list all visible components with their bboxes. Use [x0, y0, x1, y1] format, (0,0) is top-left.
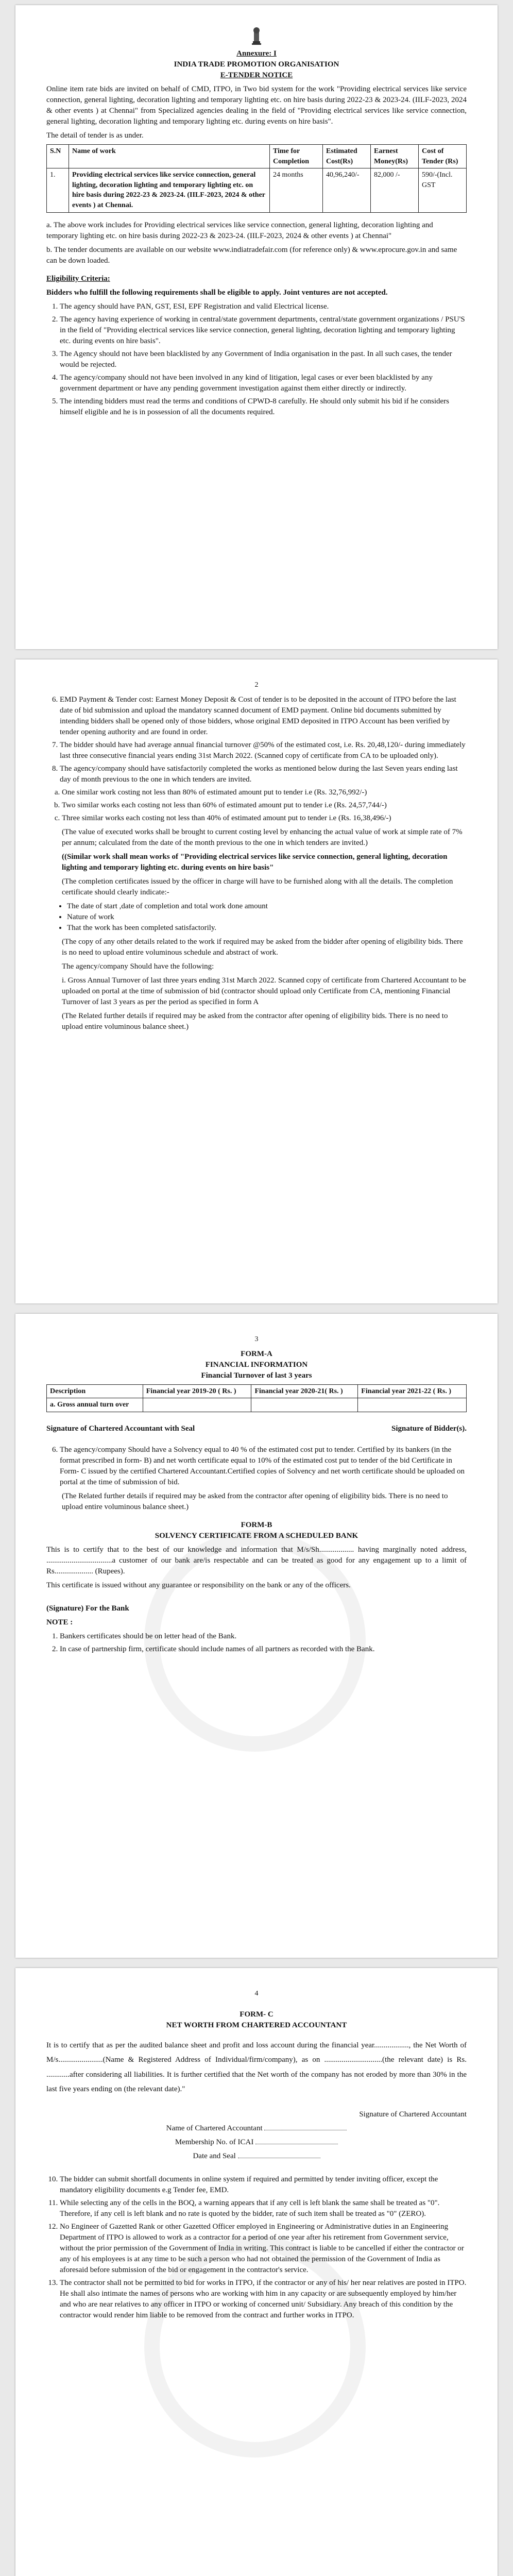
list-item: 5. The intending bidders must read the terms and conditions of CPWD-8 carefully. He should only submit his bid if he considers himself eligible and he is in possession of all the documents required.	[60, 396, 467, 418]
list-item: a. One similar work costing not less than 80% of estimated amount put to tender i.e (Rs. 32,76,992/-)	[62, 787, 467, 798]
list-item: 3. The Agency should not have been blacklisted by any Government of India organisation in the past. In all such cases, the tender would be rejected.	[60, 349, 467, 370]
list-item: b. Two similar works each costing not less than 60% of estimated amount put to tender i.e (Rs. 24,57,744/-)	[62, 800, 467, 811]
form-b-text2: This certificate is issued without any guarantee or responsibility on the bank or any of the officers.	[46, 1581, 351, 1589]
copy-note: (The copy of any other details related to the work if required may be asked from the bidder after opening of eligibility bids. There is no need to upload entire voluminous schedule and abstract of work.	[62, 937, 463, 957]
document-page-3	[15, 1314, 498, 1958]
col-emd: Earnest Money(Rs)	[371, 145, 419, 168]
table-row	[47, 168, 467, 212]
list-item: • That the work has been completed satisfactorily.	[67, 923, 467, 934]
ca-name-field	[46, 2123, 467, 2134]
form-a-title: FORM-A	[241, 1349, 272, 1358]
list-item: 1. Bankers certificates should be on letter head of the Bank.	[60, 1631, 467, 1642]
cell-turnover: a. Gross annual turn over	[47, 1398, 143, 1412]
col-name: Name of work	[69, 145, 270, 168]
cell-sn: 1.	[47, 168, 69, 212]
form-b-title: FORM-B	[241, 1520, 272, 1529]
item-5a: i. Gross Annual Turnover of last three years ending 31st March 2022. Scanned copy of certificate from Chartered Accountant to be uploaded on portal at the time of submission of bid (contractor should upload only Certificate from CA, mentioning Financial Turnover of last 3 years as per the period as specified in form A	[62, 976, 466, 1006]
detail-line: The detail of tender is as under.	[46, 131, 144, 140]
page-number: 4	[254, 1990, 259, 1997]
tender-detail-table	[46, 144, 467, 213]
eligibility-title: Eligibility Criteria:	[46, 274, 110, 283]
item-5b: (The Related further details if required may be asked from the contractor after opening of eligibility bids. There is no need to upload entire voluminous balance sheet.)	[62, 1011, 448, 1031]
bidder-signature-label: Signature of Bidder(s).	[391, 1424, 467, 1433]
page-number: 3	[254, 1335, 259, 1343]
form-a-sub2: Financial Turnover of last 3 years	[201, 1371, 312, 1380]
cell-empty	[251, 1398, 358, 1412]
similar-note: ((Similar work shall mean works of "Providing electrical services like service connection, general lighting, decoration lighting and temporary lighting etc. during events on hire basis"	[62, 852, 448, 872]
note-a: a. The above work includes for Providing electrical services like service connection, general lighting, decoration lighting and temporary lighting etc. on hire basis during 2022-23 & 2023-24. (IILF-2023, 2024 & other events ) at Chennai"	[46, 221, 433, 240]
list-item: 8. The agency/company should have satisfactorily completed the works as mentioned below during the last Seven years ending last day of month previous to the one in which tenders are invited.	[60, 764, 467, 785]
list-item: 7. The bidder should have had average annual financial turnover @50% of the estimated cost, i.e. Rs. 20,48,120/- during immediately last three consecutive financial years ending 31st March 2022. (Scanned copy of certificate from CA to be uploaded only).	[60, 740, 467, 761]
item-5: The agency/company Should have the following:	[62, 962, 214, 971]
form-c-paragraph: It is to certify that as per the audited balance sheet and profit and loss account during the financial year.................., the Net Worth of M/s.......................(Name & Registered Address of Individual/firm/company), as on ..............................(the relevant date) is Rs. ............after considering all liabilities. It is further certified that the Net worth of the company has not eroded by more than 30% in the last five years ending on (the relevant date)."	[46, 2041, 467, 2094]
col-sn: S.N	[47, 145, 69, 168]
col-cost: Estimated Cost(Rs)	[323, 145, 371, 168]
field-label: Membership No. of ICAI	[175, 2138, 254, 2146]
item-6b: (The Related further details if required may be asked from the contractor after opening of eligibility bids. There is no need to upload entire voluminous balance sheet.)	[62, 1492, 448, 1511]
col-tender-cost: Cost of Tender (Rs)	[419, 145, 467, 168]
list-item: 11. While selecting any of the cells in the BOQ, a warning appears that if any cell is left blank the same shall be treated as "0". Therefore, if any cell is left blank and no rate is quoted by the bidder, rate of such item shall be treated as "0" (ZERO).	[60, 2198, 467, 2219]
list-item: 2. In case of partnership firm, certificate should include names of all partners as recorded with the Bank.	[60, 1644, 467, 1655]
organisation-title: INDIA TRADE PROMOTION ORGANISATION	[174, 60, 339, 69]
list-item: 6. The agency/company Should have a Solvency equal to 40 % of the estimated cost put to tender. Certified by its bankers (in the format prescribed in form- B) and net worth certificate equal to 10% of the estimated cost put to tender of the bid Certificate in Form- C issued by the certified Chartered Accountant.Certified copies of Solvency and net worth certificate should be uploaded on portal at the time of submission of bid.	[60, 1445, 467, 1488]
list-item: 10. The bidder can submit shortfall documents in online system if required and permitted by tender inviting officer, except the mandatory eligibility documents e.g Tender fee, EMD.	[60, 2174, 467, 2196]
cell-tender-cost: 590/-(Incl. GST	[419, 168, 467, 212]
document-page-2	[15, 659, 498, 1303]
col-fy3: Financial year 2021-22 ( Rs. )	[358, 1384, 467, 1398]
page-number: 2	[254, 681, 259, 689]
ca-membership-field	[46, 2137, 467, 2148]
field-label: Date and Seal	[193, 2151, 236, 2160]
list-item: 6. EMD Payment & Tender cost: Earnest Money Deposit & Cost of tender is to be deposited in the account of ITPO before the last date of bid submission and upload the mandatory scanned document of EMD payment. Online bid documents submitted by intending bidders shall be opened only of those bidders, whose original EMD deposited in ITPO Account has been verified by tender opening authority and are found in order.	[60, 694, 467, 738]
certificate-note: (The completion certificates issued by the officer in charge will have to be furnished along with all the details. The completion certificate should clearly indicate:-	[62, 877, 453, 896]
col-time: Time for Completion	[270, 145, 323, 168]
financial-table	[46, 1384, 467, 1412]
cell-name: Providing electrical services like service connection, general lighting, decoration lighting and temporary lighting etc. on hire basis during 2022-23 & 2023-24. (IILF-2023, 2024 & other events ) at Chennai.	[69, 168, 270, 212]
national-emblem-icon	[251, 26, 262, 46]
note-b: b. The tender documents are available on our website www.indiatradefair.com (for reference only) & www.eprocure.gov.in and same can be down loaded.	[46, 245, 457, 265]
cell-cost: 40,96,240/-	[323, 168, 371, 212]
col-fy2: Financial year 2020-21( Rs. )	[251, 1384, 358, 1398]
cell-empty	[358, 1398, 467, 1412]
date-seal-field	[46, 2151, 467, 2162]
list-item: • Nature of work	[67, 912, 467, 923]
list-item: 2. The agency having experience of working in central/state government departments, central/state government organizations / PSU'S in the field of "Providing electrical services like service connection, general lighting, decoration lighting and temporary lighting etc. during events on hire basis".	[60, 314, 467, 347]
cell-emd: 82,000 /-	[371, 168, 419, 212]
list-item: • The date of start ,date of completion and total work done amount	[67, 901, 467, 912]
tender-notice-title: E-TENDER NOTICE	[220, 71, 293, 79]
form-c-title: FORM- C	[240, 2010, 273, 2019]
eligibility-sub: Bidders who fulfill the following requirements shall be eligible to apply. Joint ventures are not accepted.	[46, 288, 388, 297]
table-row	[47, 1398, 467, 1412]
list-item: 13. The contractor shall not be permitted to bid for works in ITPO, if the contractor or any of his/ her near relatives are posted in ITPO. He shall also intimate the names of persons who are working with him in any capacity or are subsequently employed by him/her and who are near relatives to any officer in ITPO or working of concerned unit/ Subsidiary. Any breach of this condition by the contractor would render him liable to be removed from the contract and further works in ITPO.	[60, 2278, 467, 2321]
ca-signature: Signature of Chartered Accountant	[359, 2110, 467, 2119]
col-description: Description	[47, 1384, 143, 1398]
bank-signature: (Signature) For the Bank	[46, 1604, 129, 1613]
cell-time: 24 months	[270, 168, 323, 212]
note-title: NOTE :	[46, 1618, 73, 1626]
ca-signature-label: Signature of Chartered Accountant with Seal	[46, 1424, 195, 1433]
annexure-label: Annexure: I	[236, 49, 277, 58]
form-b-text: This is to certify that to the best of our knowledge and information that M/s/Sh.................. having marginally noted address, ..................................a customer of our bank are/is respectable and can be treated as good for any engagement up to a limit of Rs.................... (Rupees).	[46, 1545, 467, 1575]
form-a-sub: FINANCIAL INFORMATION	[205, 1360, 308, 1369]
intro-paragraph: Online item rate bids are invited on behalf of CMD, ITPO, in Two bid system for the work "Providing electrical services like service connection, general lighting, decoration lighting and temporary lighting etc. on hire basis during 2022-23 & 2023-24. (IILF-2023, 2024 & other events ) at Chennai" from Specialized agencies dealing in the field of "Providing electrical services like service connection, general lighting, decoration lighting and temporary lighting etc. during events on hire basis".	[46, 85, 467, 126]
value-note: (The value of executed works shall be brought to current costing level by enhancing the actual value of work at simple rate of 7% per annum; calculated from the date of the month previous to the one in which tenders are invited.)	[62, 827, 463, 847]
col-fy1: Financial year 2019-20 ( Rs. )	[143, 1384, 251, 1398]
document-page-1	[15, 5, 498, 649]
list-item: 1. The agency should have PAN, GST, ESI, EPF Registration and valid Electrical license.	[60, 301, 467, 312]
form-c-sub: NET WORTH FROM CHARTERED ACCOUNTANT	[166, 2021, 347, 2029]
form-b-sub: SOLVENCY CERTIFICATE FROM A SCHEDULED BANK	[155, 1531, 358, 1540]
cell-empty	[143, 1398, 251, 1412]
list-item: 12. No Engineer of Gazetted Rank or other Gazetted Officer employed in Engineering or Administrative duties in an Engineering Department of ITPO is allowed to work as a contractor for a period of one year after his retirement from Government service, without the prior permission of the Government of India in writing. This contract is liable to be cancelled if either the contractor or any of his employees is at any time to be such a person who had not obtained the permission of the Government of India as aforesaid before submission of the bid or engagement in the contractor's service.	[60, 2222, 467, 2276]
field-label: Name of Chartered Accountant	[166, 2124, 263, 2132]
list-item: c. Three similar works each costing not less than 40% of estimated amount put to tender i.e (Rs. 16,38,496/-)	[62, 813, 467, 824]
list-item: 4. The agency/company should not have been involved in any kind of litigation, legal cases or ever been blacklisted by any government department or have any pending government investigation against them either directly or indirectly.	[60, 372, 467, 394]
document-page-4	[15, 1968, 498, 2576]
